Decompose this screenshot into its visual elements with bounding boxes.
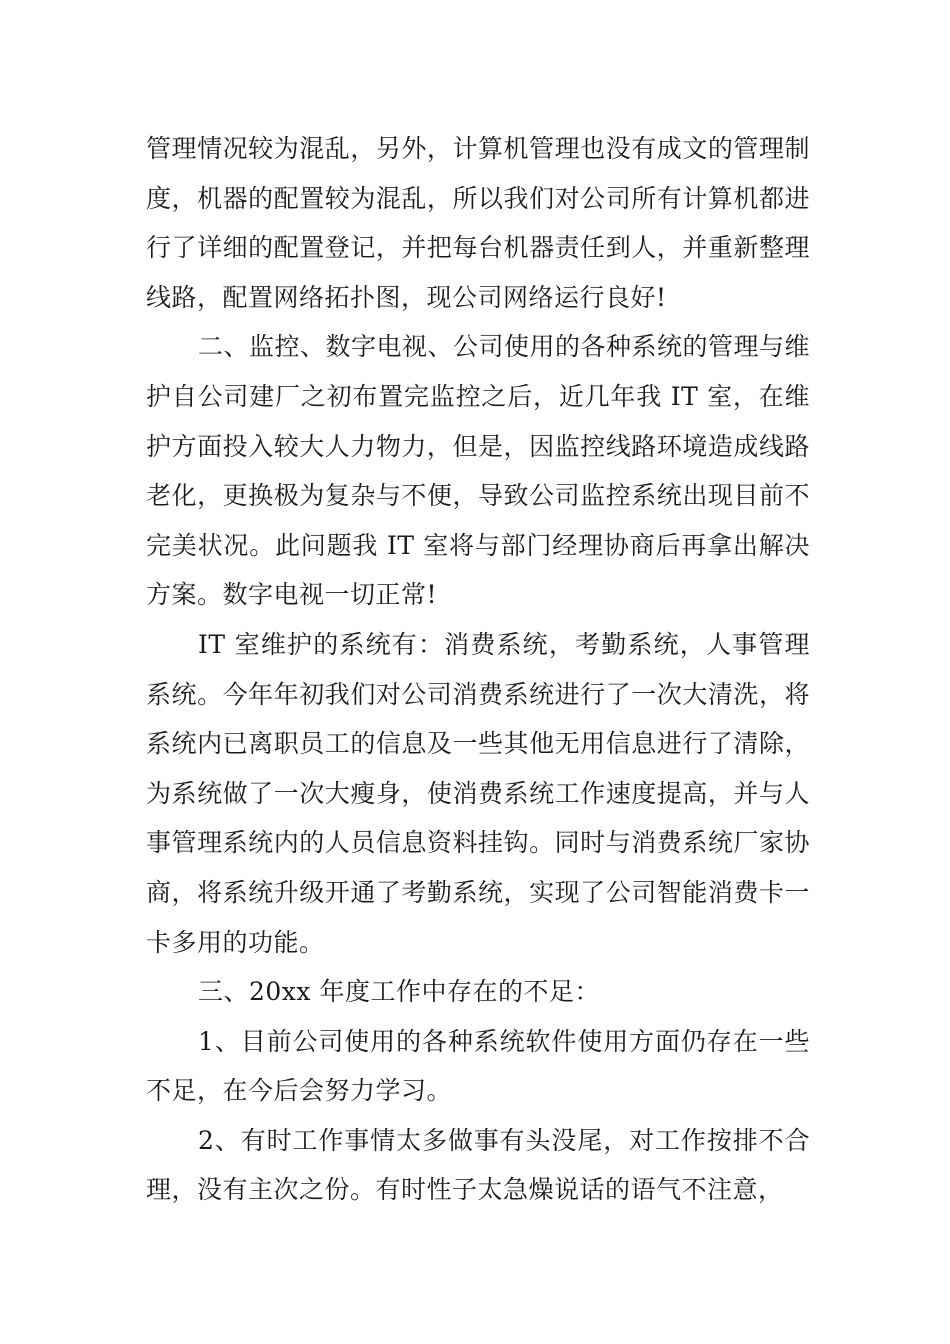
- paragraph-it-maintained-systems: IT 室维护的系统有：消费系统，考勤系统，人事管理系统。今年年初我们对公司消费系统进行了一次大清洗，将系统内已离职员工的信息及一些其他无用信息进行了清除，为系统做了一次大瘦身，使消费系统工作速度提高，并与人事管理系统内的人员信息资料挂钩。同时与消费系统厂家协商，将系统升级开通了考勤系统，实现了公司智能消费卡一卡多用的功能。: [146, 629, 810, 957]
- document-body: [146, 124, 810, 1215]
- list-item-shortcoming-2: 2、有时工作事情太多做事有头没尾，对工作按排不合理，没有主次之份。有时性子太急燥说话的语气不注意，: [146, 1125, 810, 1205]
- section-heading-shortcomings: 三、20xx 年度工作中存在的不足：: [198, 977, 600, 1007]
- list-item-shortcoming-1: 1、目前公司使用的各种系统软件使用方面仍存在一些不足，在今后会努力学习。: [146, 1026, 810, 1106]
- paragraph-computer-management: 管理情况较为混乱，另外，计算机管理也没有成文的管理制度，机器的配置较为混乱，所以我们对公司所有计算机都进行了详细的配置登记，并把每台机器责任到人，并重新整理线路，配置网络拓扑图，现公司网络运行良好!: [146, 134, 810, 312]
- paragraph-monitoring-systems: 二、监控、数字电视、公司使用的各种系统的管理与维护自公司建厂之初布置完监控之后，近几年我 IT 室，在维护方面投入较大人力物力，但是，因监控线路环境造成线路老化，更换极为复杂与不便，导致公司监控系统出现目前不完美状况。此问题我 IT 室将与部门经理协商后再拿出解决方案。数字电视一切正常!: [146, 332, 811, 610]
